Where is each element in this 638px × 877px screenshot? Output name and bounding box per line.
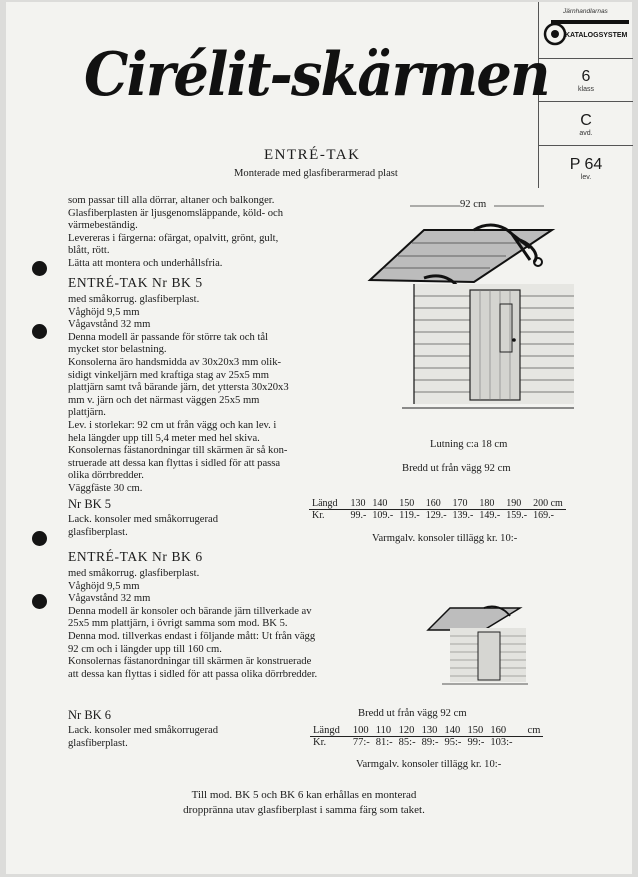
bk6-bredd: Bredd ut från vägg 92 cm (358, 708, 467, 719)
length-cell: 160 (423, 498, 450, 510)
price-cell: 89:- (421, 737, 439, 748)
length-label: Längd (310, 725, 350, 737)
bk5-line: Konsolernas fästanordningar till skärmen är så kon- (68, 445, 288, 457)
footer-line: Till mod. BK 5 och BK 6 kan erhållas en monterad (191, 789, 417, 801)
length-cell: cm (516, 725, 544, 737)
bk6-description (68, 568, 408, 681)
price-cell: 119.- (399, 510, 420, 521)
catalog-logo (539, 2, 633, 59)
price-label: Kr. (313, 737, 327, 748)
footer-line: droppränna utav glasfiberplast i samma färg som taket. (183, 804, 425, 816)
bk6-line: 92 cm och i längder upp till 160 cm. (68, 643, 222, 655)
bk5-line: Vågavstånd 32 mm (68, 319, 151, 331)
bk5-line: Våghöjd 9,5 mm (68, 306, 140, 318)
bk5-dim-top: 92 cm (460, 199, 487, 210)
product-title: ENTRÉ-TAK (264, 147, 361, 163)
bk6-heading: ENTRÉ-TAK Nr BK 6 (68, 549, 203, 564)
length-cell: 160 (487, 725, 515, 737)
bk6-price-table (310, 725, 543, 748)
product-subtitle: Monterade med glasfiberarmerad plast (234, 168, 398, 179)
logo-text-bottom: KATALOGSYSTEM (565, 32, 628, 39)
bk5-line: plattjärn. (68, 407, 106, 419)
intro-line: värmebeständig. (68, 220, 138, 232)
bk5-description (68, 294, 358, 496)
price-cell: 149.- (479, 510, 501, 521)
bk5-line: Konsolerna äro handsmidda av 30x20x3 mm olik- (68, 356, 282, 368)
brand-title: Cirélit-skärmen (84, 40, 549, 110)
price-cell: 99:- (467, 737, 485, 748)
punch-hole (32, 594, 47, 609)
length-cell: 200 cm (530, 498, 566, 510)
price-cell: 103:- (490, 737, 513, 748)
bk6-order-title: Nr BK 6 (68, 708, 112, 722)
bk5-line: sidigt vinkeljärn med kraftiga stag av 25x5 mm (68, 369, 269, 381)
bk5-order-line: Lack. konsoler med småkorrugerad (68, 514, 219, 525)
bk5-line: Väggfäste 30 cm. (68, 482, 143, 494)
bk6-line: att dessa kan flyttas i sidled för att passa olika dörrbredder. (68, 668, 318, 680)
length-cell: 190 (503, 498, 530, 510)
price-cell: 129.- (425, 510, 447, 521)
bk6-line: Denna modell är konsoler och bärande järn tillverkade av (68, 605, 312, 617)
avd-cell (539, 102, 633, 146)
klass-cell (539, 58, 633, 102)
bk5-lutning: Lutning c:a 18 cm (430, 439, 508, 450)
price-cell: 159.- (506, 510, 528, 521)
price-cell: 169.- (533, 510, 554, 521)
intro-text (68, 195, 358, 271)
punch-hole (32, 261, 47, 276)
logo-text-top: Järnhandlarnas (563, 8, 608, 15)
bk5-price-table (309, 498, 566, 521)
bk6-line: Våghöjd 9,5 mm (68, 580, 140, 592)
bk5-line: med småkorrug. glasfiberplast. (68, 294, 200, 305)
bk5-length-row (309, 498, 566, 510)
price-cell (516, 737, 544, 749)
bk5-price-row (309, 510, 566, 522)
price-cell: 95:- (444, 737, 462, 748)
intro-line: Lätta att montera och underhållsfria. (68, 257, 223, 269)
length-cell: 120 (396, 725, 419, 737)
bk6-illustration (424, 602, 534, 686)
bk6-length-row (310, 725, 543, 737)
lev-label: lev. (580, 174, 592, 181)
catalog-index-strip (538, 2, 633, 188)
price-label: Kr. (312, 510, 325, 521)
bk5-heading: ENTRÉ-TAK Nr BK 5 (68, 275, 203, 290)
bk6-line: med småkorrug. glasfiberplast. (68, 568, 200, 579)
length-label: Längd (309, 498, 348, 510)
bk6-price-row (310, 737, 543, 749)
bk5-line: hela längder upp till 5,4 meter med hel skiva. (68, 432, 260, 444)
catalog-page (6, 2, 632, 874)
bk5-galv: Varmgalv. konsoler tillägg kr. 10:- (372, 533, 518, 544)
bk5-line: mm v. järn och det närmast väggen 25x5 mm (68, 394, 260, 406)
length-cell: 100 (350, 725, 373, 737)
length-cell: 130 (419, 725, 442, 737)
bk5-order-line: glasfiberplast. (68, 526, 128, 538)
footer-note (6, 788, 632, 818)
intro-line: som passar till alla dörrar, altaner och balkonger. (68, 195, 275, 206)
bk5-line: mycket stor belastning. (68, 344, 167, 356)
bk5-line: plattjärn samt två bärande järn, det yttersta 30x20x3 (68, 382, 289, 394)
intro-line: Levereras i färgerna: ofärgat, opalvitt, grönt, gult, (68, 232, 279, 244)
length-cell: 110 (373, 725, 396, 737)
price-cell: 99.- (350, 510, 367, 521)
bk6-line: Konsolernas fästanordningar till skärmen är konstruerade (68, 656, 312, 668)
punch-hole (32, 531, 47, 546)
intro-line: blått, rött. (68, 245, 110, 257)
length-cell: 150 (396, 498, 422, 510)
bk5-line: struerade att dessa kan flyttas i sidled för att passa (68, 457, 281, 469)
bk6-order-line: glasfiberplast. (68, 737, 128, 749)
length-cell: 170 (450, 498, 477, 510)
bk5-line: Denna modell är passande för större tak och tål (68, 331, 269, 343)
length-cell: 140 (442, 725, 465, 737)
klass-value: 6 (581, 68, 591, 85)
bk5-bredd: Bredd ut från vägg 92 cm (402, 463, 511, 474)
bk5-line: Lev. i storlekar: 92 cm ut från vägg och kan lev. i (68, 419, 277, 431)
avd-value: C (580, 112, 592, 129)
length-cell: 140 (369, 498, 396, 510)
bk6-line: 25x5 mm plattjärn, i övrigt samma som mod. BK 5. (68, 618, 288, 630)
avd-label: avd. (579, 130, 593, 137)
length-cell: 130 (348, 498, 370, 510)
bk5-line: olika dörrbredder. (68, 470, 144, 482)
bk6-line: Vågavstånd 32 mm (68, 593, 151, 605)
lev-value: P 64 (569, 156, 603, 173)
length-cell: 150 (464, 725, 487, 737)
intro-line: Glasfiberplasten är ljusgenomsläppande, köld- och (68, 207, 284, 219)
bk5-order-text (68, 514, 218, 539)
bk5-order-title: Nr BK 5 (68, 497, 112, 511)
klass-label: klass (578, 86, 594, 93)
price-cell: 77:- (352, 737, 370, 748)
bk6-order-line: Lack. konsoler med småkorrugerad (68, 725, 219, 736)
bk6-order-text (68, 725, 218, 750)
bk5-illustration (362, 200, 582, 420)
price-cell: 109.- (372, 510, 394, 521)
lev-cell (539, 146, 633, 188)
price-cell: 139.- (452, 510, 474, 521)
punch-hole (32, 324, 47, 339)
price-cell: 85:- (398, 737, 416, 748)
length-cell: 180 (476, 498, 503, 510)
bk6-galv: Varmgalv. konsoler tillägg kr. 10:- (356, 759, 502, 770)
bk6-line: Denna mod. tillverkas endast i följande mått: Ut från vägg (68, 630, 316, 642)
price-cell: 81:- (375, 737, 393, 748)
